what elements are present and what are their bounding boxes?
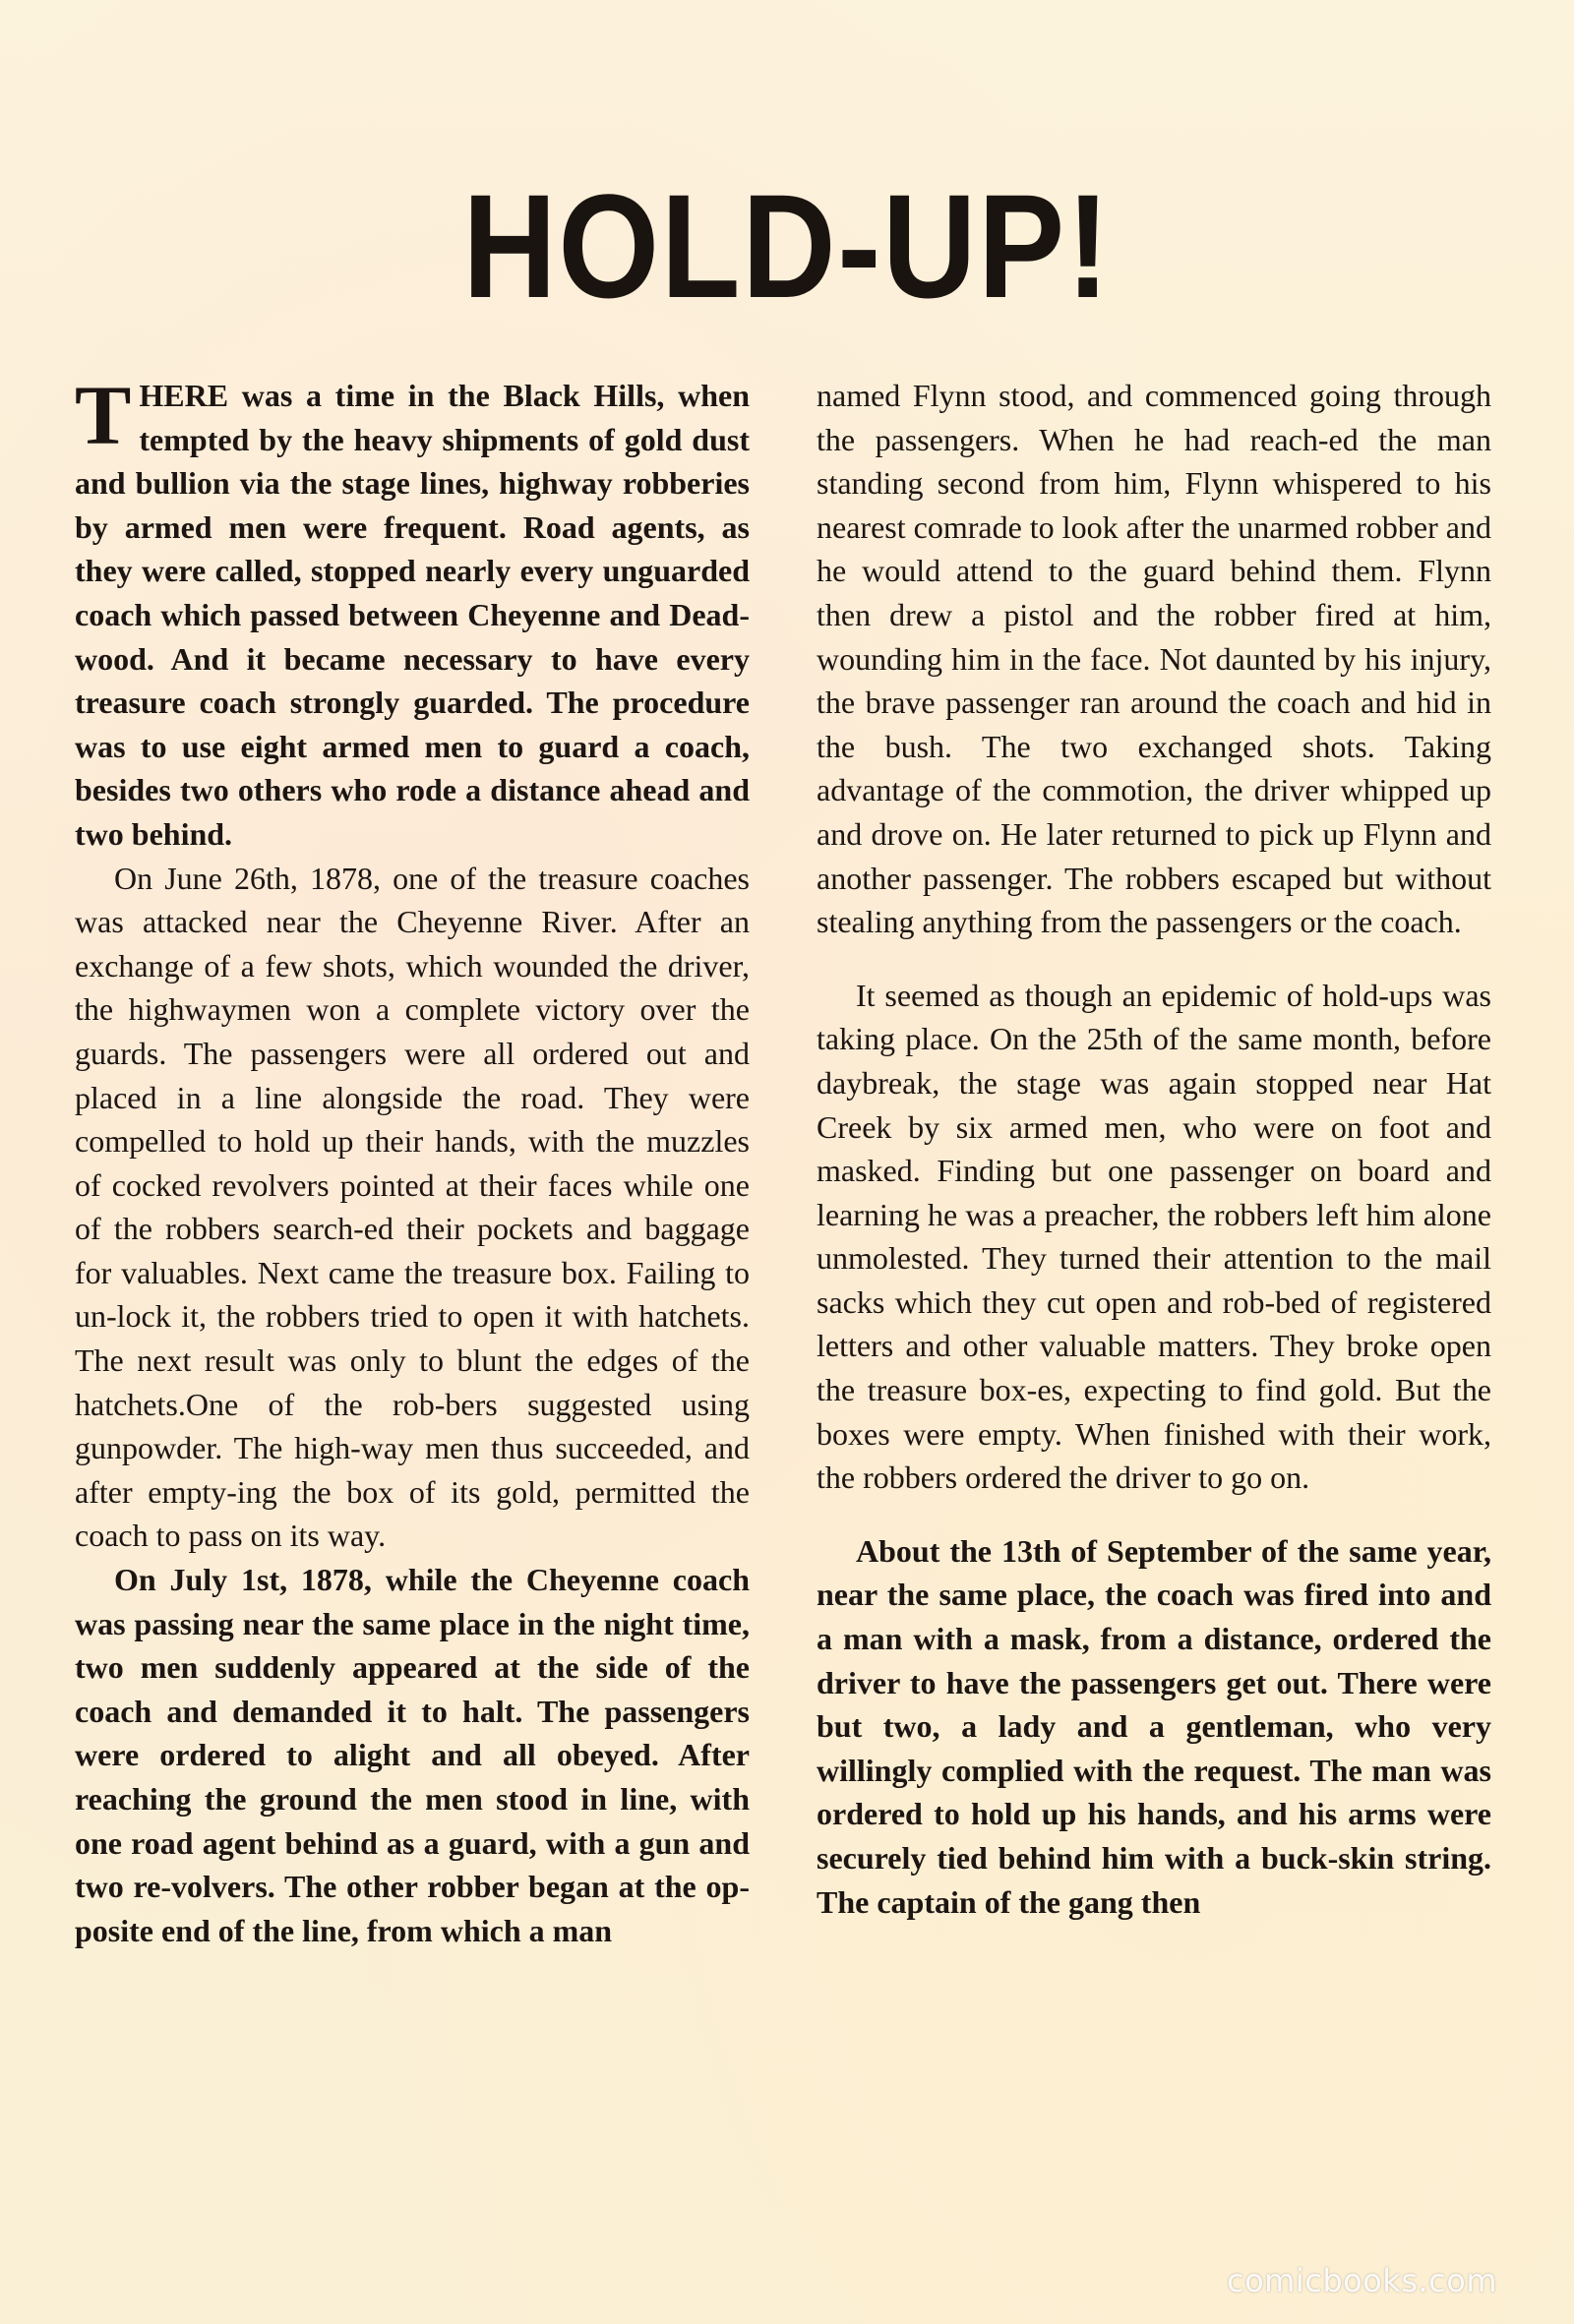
page-title: HOLD-UP! — [462, 163, 1112, 328]
drop-cap: T — [75, 368, 132, 462]
right-column — [817, 374, 1491, 1924]
paragraph-4: named Flynn stood, and commenced going through the passengers. When he had reach-ed the man standing second from him, Flynn whispered to his nearest comrade to look after the unarmed robber and he would attend to the guard behind them. Flynn then drew a pistol and the robber fired at him, wounding him in the face. Not daunted by his injury, the brave passenger ran around the coach and hid in the bush. The two exchanged shots. Taking advantage of the commotion, the driver whipped up and drove on. He later returned to pick up Flynn and another passenger. The robbers escaped but without stealing anything from the passengers or the coach. — [817, 378, 1491, 940]
watermark: comicbooks.com — [1226, 2262, 1497, 2299]
paragraph-5: It seemed as though an epidemic of hold-ups was taking place. On the 25th of the same month, before daybreak, the stage was again stopped near Hat Creek by six armed men, who were on foot and masked. Finding but one passenger on board and learning he was a preacher, the robbers left him alone unmolested. They turned their attention to the mail sacks which they cut open and rob-bed of registered letters and other valuable matters. They broke open the treasure box-es, expecting to find gold. But the boxes were empty. When finished with their work, the robbers ordered the driver to go on. — [817, 977, 1491, 1496]
paragraph-1 — [75, 368, 750, 857]
paragraph-3: On July 1st, 1878, while the Cheyenne coach was passing near the same place in the night time, two men suddenly appeared at the side of the coach and demanded it to halt. The passengers were ordered to alight and all obeyed. After reaching the ground the men stood in line, with one road agent behind as a guard, with a gun and two re-volvers. The other robber began at the op-posite end of the line, from which a man — [75, 1562, 750, 1948]
paragraph-6: About the 13th of September of the same year, near the same place, the coach was fired into and a man with a mask, from a distance, ordered the driver to have the passengers get out. There were but two, a lady and a gentleman, who very willingly complied with the request. The man was ordered to hold up his hands, and his arms were securely tied behind him with a buck-skin string. The captain of the gang then — [817, 1532, 1491, 1920]
left-column — [75, 368, 750, 1952]
paragraph-2: On June 26th, 1878, one of the treasure coaches was attacked near the Cheyenne River. After an exchange of a few shots, which wounded the driver, the highwaymen won a complete victory over the guards. The passengers were all ordered out and placed in a line alongside the road. They were compelled to hold up their hands, with the muzzles of cocked revolvers pointed at their faces while one of the robbers search-ed their pockets and baggage for valuables. Next came the treasure box. Failing to un-lock it, the robbers tried to open it with hatchets. The next result was only to blunt the edges of the hatchets.One of the rob-bers suggested using gunpowder. The high-way men thus succeeded, and after empty-ing the box of its gold, permitted the coach to pass on its way. — [75, 860, 750, 1554]
paragraph-1-text: HERE was a time in the Black Hills, when tempted by the heavy shipments of gold dust and bullion via the stage lines, highway robberies by armed men were frequent. Road agents, as they were called, stopped nearly every unguarded coach which passed between Cheyenne and Dead-wood. And it became necessary to have every treasure coach strongly guarded. The procedure was to use eight armed men to guard a coach, besides two others who rode a distance ahead and two behind. — [75, 378, 750, 852]
